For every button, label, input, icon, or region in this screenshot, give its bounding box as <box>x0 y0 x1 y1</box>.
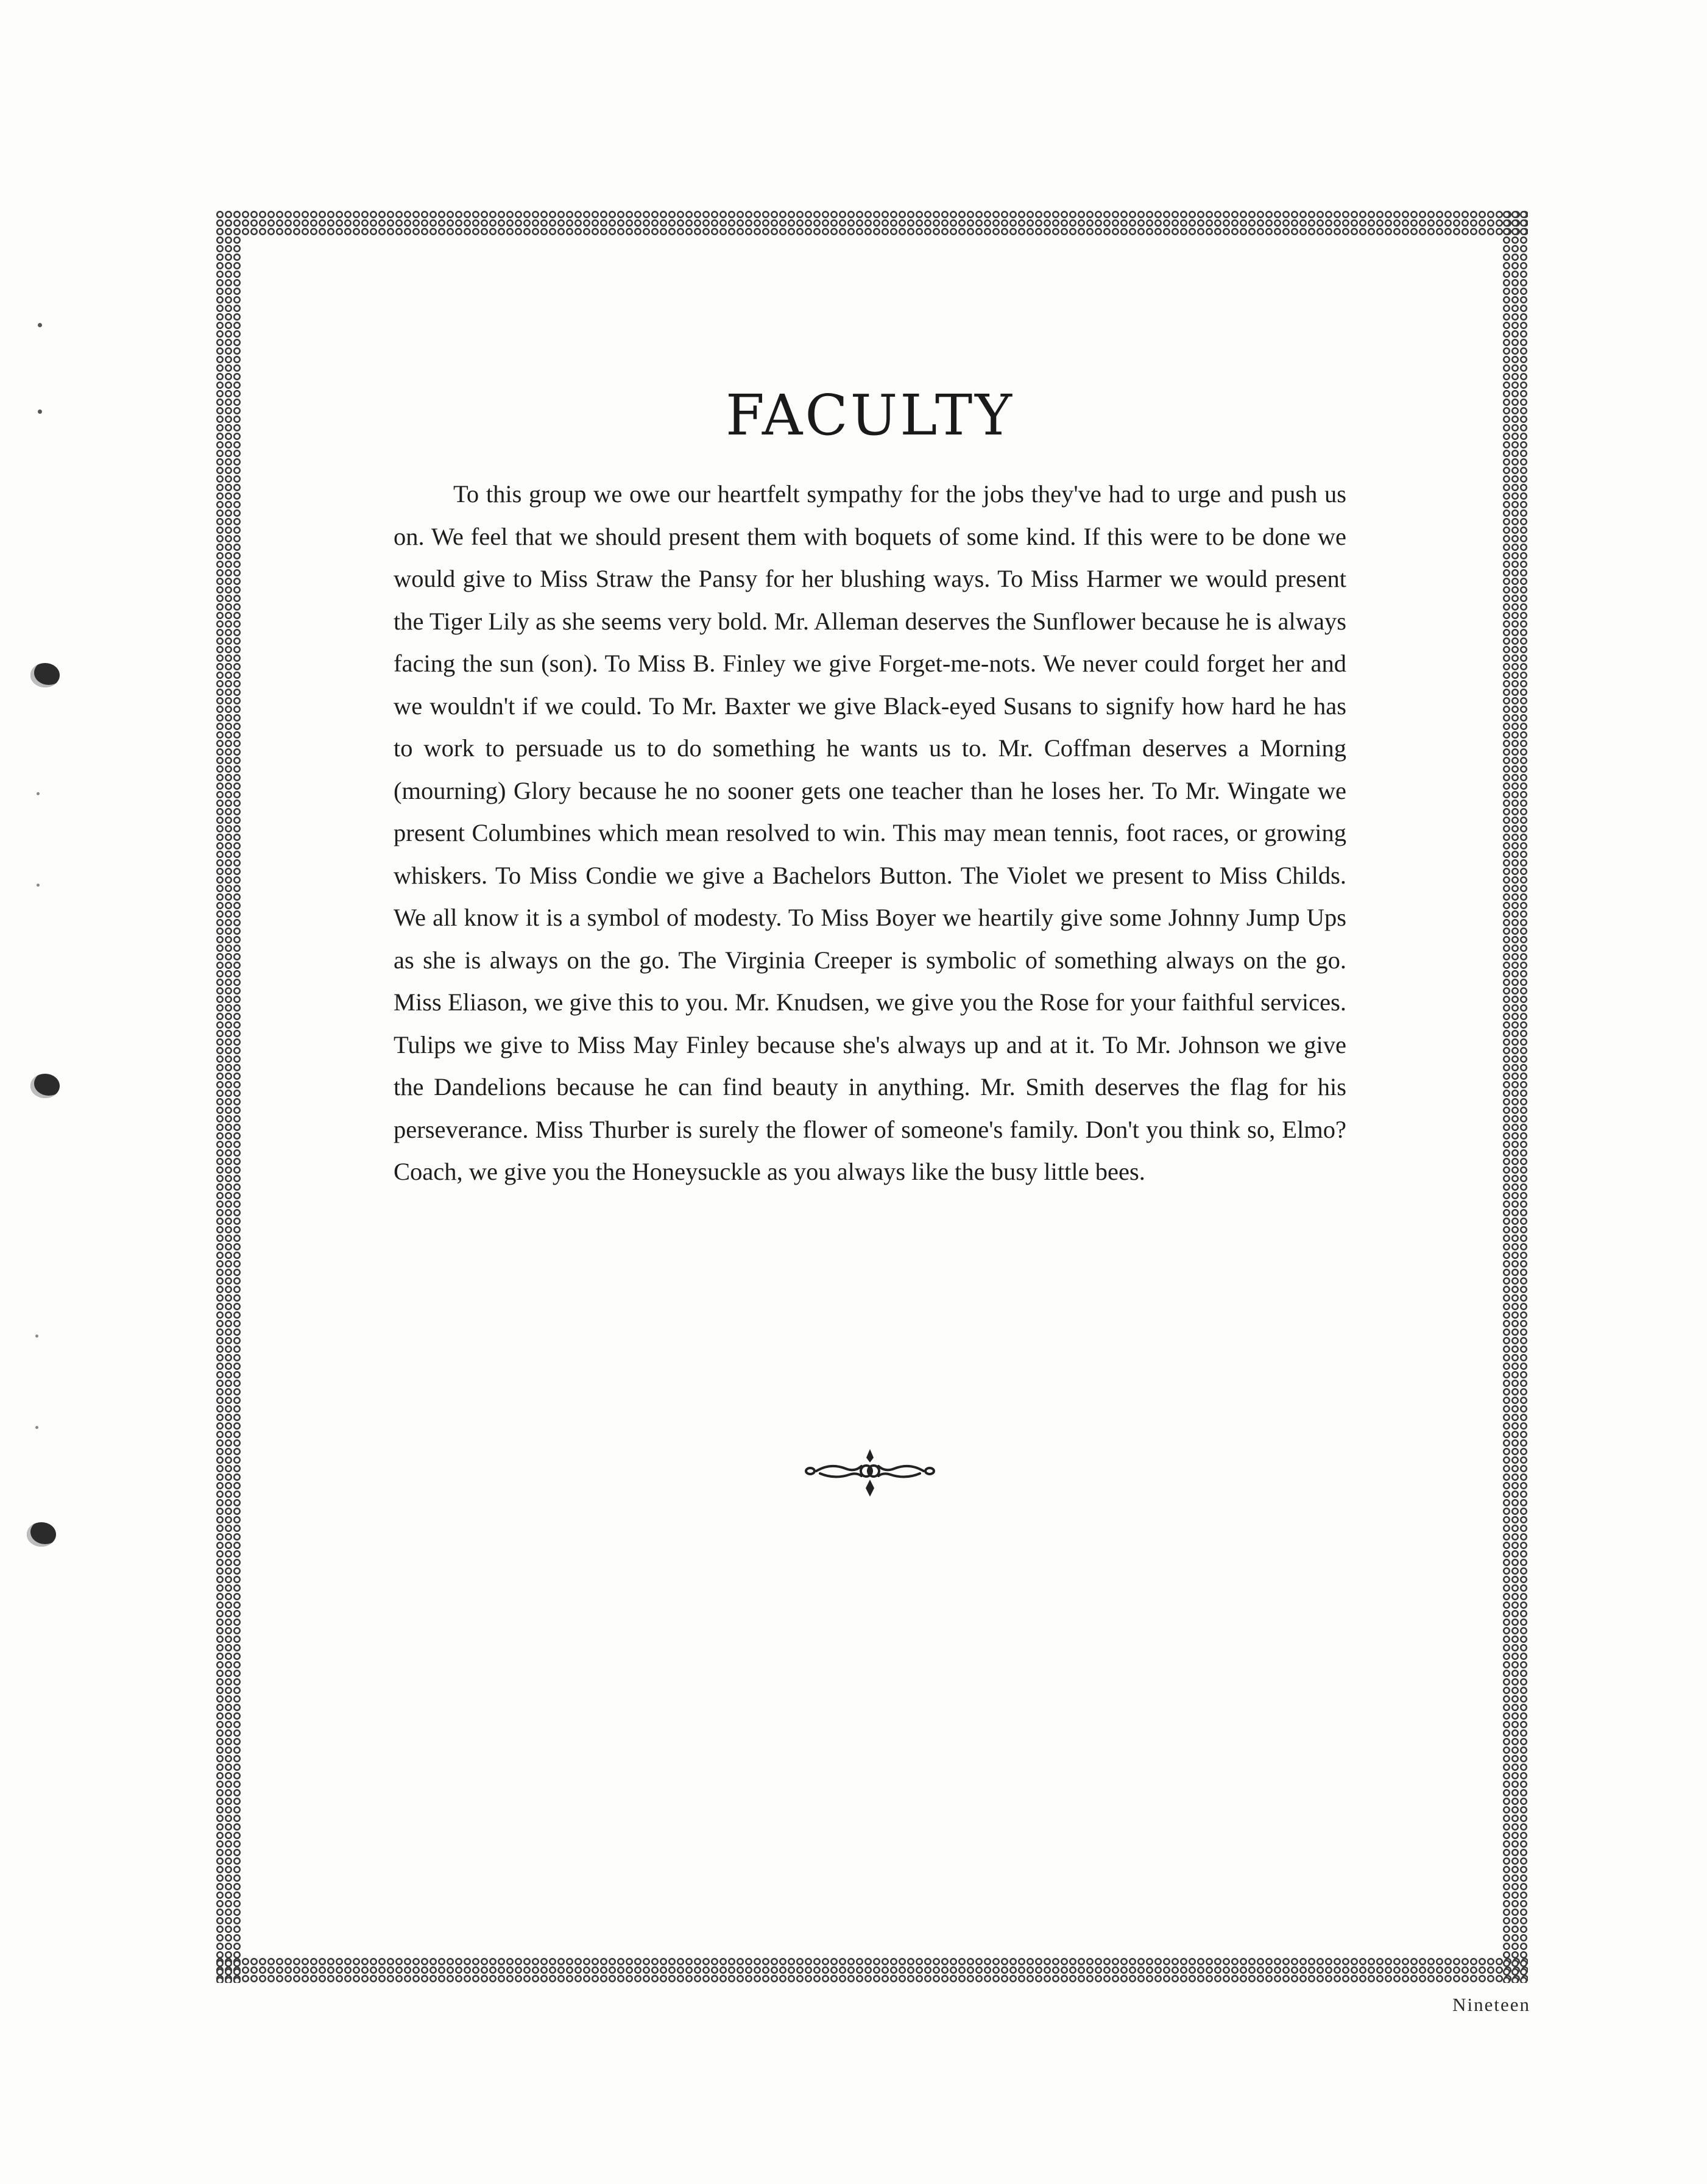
speck <box>37 792 40 795</box>
speck <box>35 1426 38 1429</box>
page-number: Nineteen <box>1452 1994 1530 2015</box>
scroll-ornament-icon <box>803 1444 937 1499</box>
page-title: FACULTY <box>726 383 1014 448</box>
binder-hole <box>27 1522 56 1547</box>
binder-dot <box>38 410 42 414</box>
border-bottom <box>216 1957 1528 1983</box>
border-top <box>216 210 1528 236</box>
border-right <box>1502 210 1528 1983</box>
speck <box>35 1335 38 1338</box>
binder-hole <box>30 663 60 687</box>
binder-dot <box>38 323 42 327</box>
speck <box>37 884 40 887</box>
body-paragraph: To this group we owe our heartfelt sympathy for the jobs they've had to urge and push us on. We feel that we should present them with boquets of some kind. If this were to be done we would give to Miss Straw the Pansy for her blushing ways. To Miss Harmer we would present the Tiger Lily as she seems very bold. Mr. Alleman deserves the Sunflower because he is always facing the sun (son). To Miss B. Finley we give Forget-me-nots. We never could forget her and we wouldn't if we could. To Mr. Baxter we give Black-eyed Susans to signify how hard he has to work to persuade us to do something he wants us to. Mr. Coffman deserves a Morning (mourning) Glory because he no sooner gets one teacher than he loses her. To Mr. Wingate we present Columbines which mean resolved to win. This may mean tennis, foot races, or growing whiskers. To Miss Condie we give a Bachelors Button. The Violet we present to Miss Childs. We all know it is a symbol of modesty. To Miss Boyer we heartily give some Johnny Jump Ups as she is always on the go. The Virginia Creeper is symbolic of something always on the go. Miss Eliason, we give this to you. Mr. Knudsen, we give you the Rose for your faithful services. Tulips we give to Miss May Finley because she's always up and at it. To Mr. Johnson we give the Dandelions because he can find beauty in anything. Mr. Smith deserves the flag for his perseverance. Miss Thurber is surely the flower of someone's family. Don't you think so, Elmo? Coach, we give you the Honeysuckle as you always like the busy little bees. <box>394 480 1346 1185</box>
border-left <box>216 210 241 1983</box>
binder-hole <box>30 1074 60 1098</box>
